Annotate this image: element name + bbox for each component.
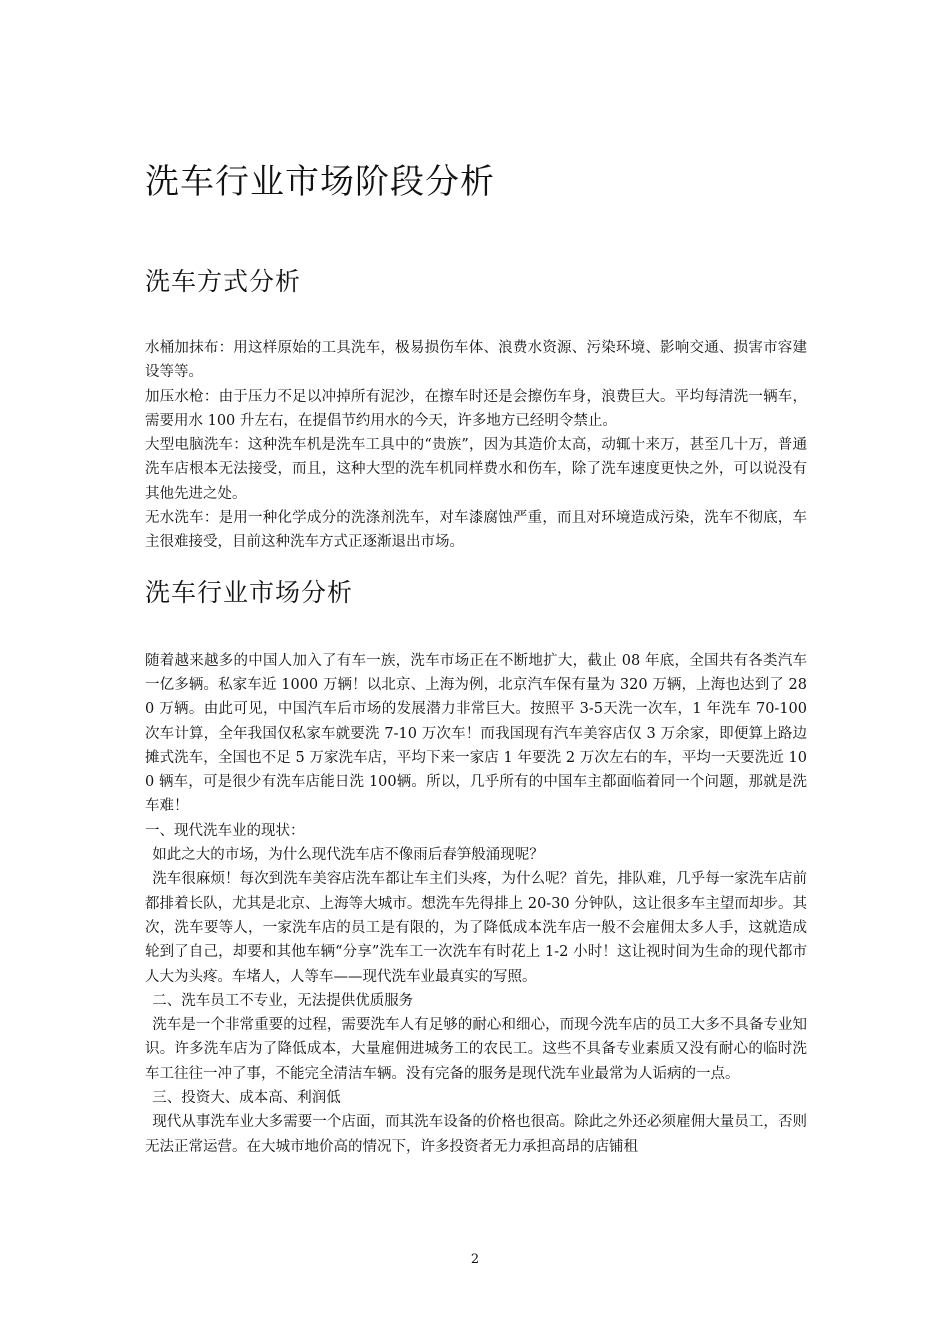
paragraph: 如此之大的市场，为什么现代洗车店不像雨后春笋般涌现呢？ — [152, 847, 544, 864]
paragraph: 随着越来越多的中国人加入了有车一族，洗车市场正在不断地扩大，截止 08 年底，全国共有各类汽车一亿多辆。私家车近 1000 万辆！以北京、上海为例，北京汽车保有量为 320 万辆，上海也达到了 280 万辆。由此可见，中国汽车后市场的发展潜力非常巨大。按照平 3-5天洗一次车，1 年洗车 70-100 次车计算，全年我国仅私家车就要洗 7-10 万次车！而我国现有汽车美容店仅 3 万余家，即便算上路边摊式洗车，全国也不足 5 万家洗车店，平均下来一家店 1 年要洗 2 万次左右的车，平均一天要洗近 100 辆车，可是很少有洗车店能日洗 100辆。所以，几乎所有的中国车主都面临着同一个问题，那就是洗车难！ — [145, 652, 807, 815]
subheading: 一、现代洗车业的现状： — [145, 822, 305, 839]
subheading: 三、投资大、成本高、利润低 — [152, 1090, 341, 1107]
page-content — [145, 158, 807, 1159]
paragraph: 加压水枪：由于压力不足以冲掉所有泥沙，在擦车时还是会擦伤车身，浪费巨大。平均每清洗一辆车，需要用水 100 升左右，在提倡节约用水的今天，许多地方已经明令禁止。 — [145, 388, 807, 429]
page-number: 2 — [470, 1252, 480, 1267]
section-market-analysis — [145, 575, 807, 1159]
section-heading: 洗车方式分析 — [145, 267, 302, 296]
paragraph: 水桶加抹布：用这样原始的工具洗车，极易损伤车体、浪费水资源、污染环境、影响交通、损害市容建设等等。 — [145, 340, 807, 381]
paragraph: 无水洗车：是用一种化学成分的洗涤剂洗车，对车漆腐蚀严重，而且对环境造成污染，洗车不彻底，车主很难接受，目前这种洗车方式正逐渐退出市场。 — [145, 510, 807, 551]
paragraph: 大型电脑洗车：这种洗车机是洗车工具中的“贵族”，因为其造价太高，动辄十来万，甚至几十万，普通洗车店根本无法接受，而且，这种大型的洗车机同样费水和伤车，除了洗车速度更快之外，可以说没有其他先进之处。 — [145, 437, 807, 502]
paragraph: 洗车是一个非常重要的过程，需要洗车人有足够的耐心和细心，而现今洗车店的员工大多不具备专业知识。许多洗车店为了降低成本，大量雇佣进城务工的农民工。这些不具备专业素质又没有耐心的临时洗车工往往一冲了事，不能完全清洁车辆。没有完备的服务是现代洗车业最常为人诟病的一点。 — [145, 1017, 807, 1082]
paragraph: 洗车很麻烦！每次到洗车美容店洗车都让车主们头疼，为什么呢？首先，排队难，几乎每一家洗车店前都排着长队，尤其是北京、上海等大城市。想洗车先得排上 20-30 分钟队，这让很多车主望而却步。其次，洗车要等人，一家洗车店的员工是有限的，为了降低成本洗车店一般不会雇佣太多人手，这就造成轮到了自己，却要和其他车辆“分享”洗车工一次洗车有时花上 1-2 小时！这让视时间为生命的现代都市人大为头疼。车堵人，人等车——现代洗车业最真实的写照。 — [145, 871, 807, 985]
subheading: 二、洗车员工不专业，无法提供优质服务 — [152, 992, 414, 1009]
section-wash-methods — [145, 264, 807, 555]
document-title: 洗车行业市场阶段分析 — [145, 162, 495, 202]
paragraph: 现代从事洗车业大多需要一个店面，而其洗车设备的价格也很高。除此之外还必须雇佣大量员工，否则无法正常运营。在大城市地价高的情况下，许多投资者无力承担高昂的店铺租 — [145, 1114, 807, 1155]
section-heading: 洗车行业市场分析 — [145, 577, 354, 607]
